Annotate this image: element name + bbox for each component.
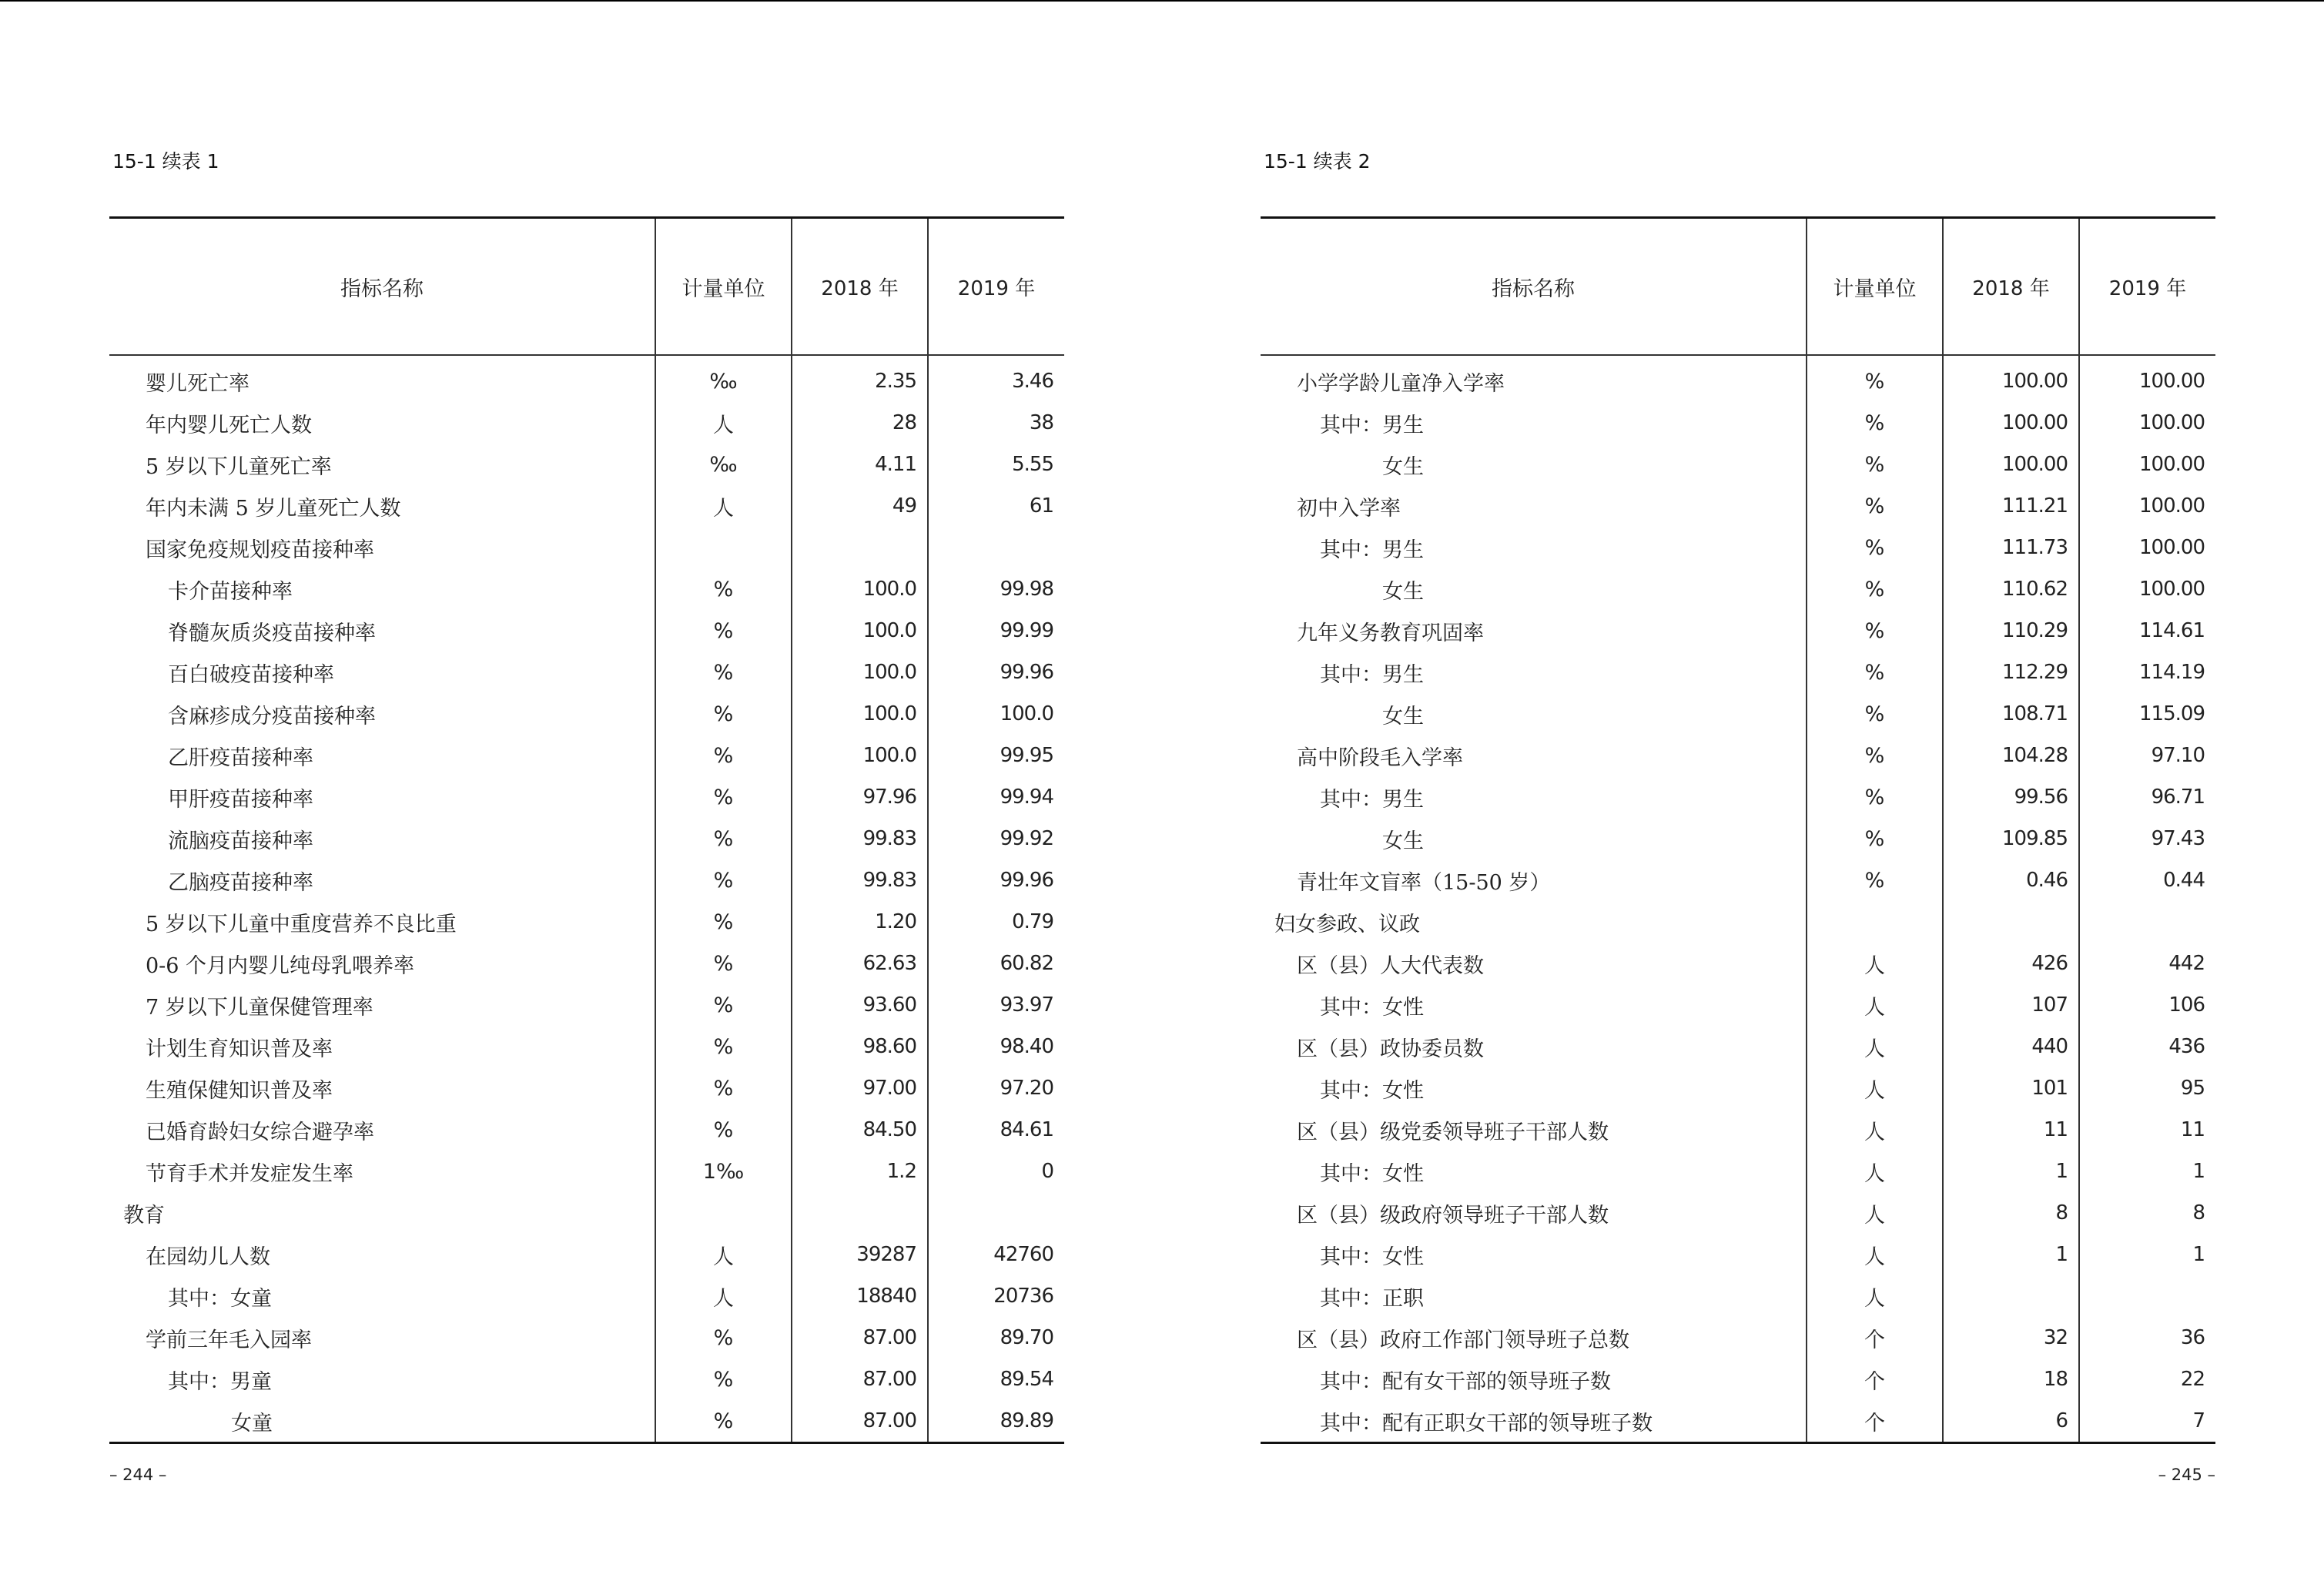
- table-row: [1261, 527, 2215, 568]
- indicator-name-cell: 0-6 个月内婴儿纯母乳喂养率: [146, 953, 415, 978]
- value-2019-cell: 99.94: [928, 776, 1064, 818]
- value-2018-cell: 49: [792, 485, 928, 527]
- table-row: [1261, 943, 2215, 984]
- indicator-name-cell: 计划生育知识普及率: [146, 1037, 333, 1061]
- unit-cell: %: [655, 1026, 792, 1067]
- value-2018-cell: 97.00: [792, 1067, 928, 1109]
- page-number: – 244 –: [109, 1466, 167, 1484]
- table-row: [109, 485, 1064, 527]
- value-2019-cell: [2079, 1275, 2215, 1317]
- value-2018-cell: 39287: [792, 1234, 928, 1275]
- indicator-name-cell: 区（县）政协委员数: [1297, 1037, 1484, 1061]
- table-row: [109, 568, 1064, 610]
- indicator-name-cell: 年内婴儿死亡人数: [146, 413, 312, 437]
- value-2019-cell: 100.00: [2079, 355, 2215, 402]
- value-2019-cell: 98.40: [928, 1026, 1064, 1067]
- unit-cell: %: [655, 693, 792, 735]
- value-2019-cell: 99.92: [928, 818, 1064, 859]
- table-row: [109, 527, 1064, 568]
- table-row: [1261, 1026, 2215, 1067]
- unit-cell: 人: [1807, 1234, 1943, 1275]
- indicator-name-cell: 在园幼儿人数: [146, 1245, 270, 1269]
- unit-cell: %: [655, 610, 792, 652]
- header-year-2019: 2019 年: [928, 218, 1064, 356]
- value-2019-cell: 3.46: [928, 355, 1064, 402]
- header-indicator-name: 指标名称: [1261, 218, 1807, 356]
- value-2018-cell: 100.0: [792, 568, 928, 610]
- indicator-name-cell: 教育: [123, 1203, 165, 1228]
- value-2019-cell: 436: [2079, 1026, 2215, 1067]
- value-2018-cell: 99.83: [792, 859, 928, 901]
- value-2019-cell: 100.0: [928, 693, 1064, 735]
- indicator-name-cell: 女生: [1382, 829, 1424, 853]
- unit-cell: %: [1807, 859, 1943, 901]
- unit-cell: 人: [1807, 1067, 1943, 1109]
- indicator-name-cell: 甲肝疫苗接种率: [168, 787, 313, 812]
- value-2019-cell: [928, 527, 1064, 568]
- table-row: [109, 818, 1064, 859]
- table-row: [109, 984, 1064, 1026]
- value-2019-cell: 61: [928, 485, 1064, 527]
- table-row: [1261, 1234, 2215, 1275]
- value-2019-cell: 93.97: [928, 984, 1064, 1026]
- value-2018-cell: 101: [1943, 1067, 2079, 1109]
- value-2019-cell: 0.44: [2079, 859, 2215, 901]
- table-row: [109, 402, 1064, 444]
- unit-cell: %: [655, 1317, 792, 1359]
- indicator-name-cell: 区（县）级政府领导班子干部人数: [1297, 1203, 1609, 1228]
- table-row: [109, 735, 1064, 776]
- table-row: [109, 859, 1064, 901]
- header-indicator-name: 指标名称: [109, 218, 655, 356]
- indicator-name-cell: 其中：男生: [1320, 413, 1424, 437]
- indicator-name-cell: 国家免疫规划疫苗接种率: [146, 538, 374, 562]
- value-2019-cell: 442: [2079, 943, 2215, 984]
- indicator-name-cell: 青壮年文盲率（15-50 岁）: [1297, 870, 1551, 895]
- indicator-name-cell: 生殖保健知识普及率: [146, 1078, 333, 1103]
- unit-cell: %: [655, 776, 792, 818]
- unit-cell: %: [655, 1400, 792, 1443]
- table-row: [1261, 652, 2215, 693]
- unit-cell: 人: [1807, 1275, 1943, 1317]
- unit-cell: 1‰: [655, 1151, 792, 1192]
- unit-cell: 人: [655, 1234, 792, 1275]
- indicator-name-cell: 其中：男生: [1320, 662, 1424, 687]
- table-row: [1261, 776, 2215, 818]
- table-row: [109, 1109, 1064, 1151]
- table-row: [1261, 1359, 2215, 1400]
- indicator-name-cell: 卡介苗接种率: [168, 579, 293, 604]
- unit-cell: 人: [1807, 943, 1943, 984]
- table-row: [109, 1359, 1064, 1400]
- unit-cell: [1807, 901, 1943, 943]
- table-row: [109, 1275, 1064, 1317]
- table-header-row: [109, 218, 1064, 356]
- value-2018-cell: 4.11: [792, 444, 928, 485]
- value-2019-cell: [2079, 901, 2215, 943]
- indicator-name-cell: 百白破疫苗接种率: [168, 662, 334, 687]
- value-2019-cell: 84.61: [928, 1109, 1064, 1151]
- table-row: [109, 1234, 1064, 1275]
- unit-cell: %: [1807, 735, 1943, 776]
- page-number: – 245 –: [2158, 1466, 2215, 1484]
- value-2018-cell: 87.00: [792, 1359, 928, 1400]
- value-2018-cell: 111.21: [1943, 485, 2079, 527]
- value-2018-cell: 1.20: [792, 901, 928, 943]
- value-2018-cell: 99.83: [792, 818, 928, 859]
- value-2019-cell: 100.00: [2079, 444, 2215, 485]
- value-2019-cell: 97.10: [2079, 735, 2215, 776]
- indicator-name-cell: 其中：女性: [1320, 1078, 1424, 1103]
- unit-cell: %: [655, 1359, 792, 1400]
- indicator-name-cell: 其中：配有女干部的领导班子数: [1320, 1369, 1611, 1394]
- unit-cell: %: [1807, 402, 1943, 444]
- table-row: [109, 1151, 1064, 1192]
- indicator-name-cell: 学前三年毛入园率: [146, 1328, 312, 1352]
- table-row: [1261, 1275, 2215, 1317]
- indicator-name-cell: 高中阶段毛入学率: [1297, 745, 1463, 770]
- unit-cell: [655, 527, 792, 568]
- value-2019-cell: 1: [2079, 1151, 2215, 1192]
- indicator-name-cell: 其中：正职: [1320, 1286, 1424, 1311]
- table-header-row: [1261, 218, 2215, 356]
- value-2019-cell: 115.09: [2079, 693, 2215, 735]
- indicator-name-cell: 小学学龄儿童净入学率: [1297, 371, 1505, 396]
- table-row: [109, 901, 1064, 943]
- table-row: [109, 444, 1064, 485]
- indicator-name-cell: 7 岁以下儿童保健管理率: [146, 995, 373, 1020]
- indicator-name-cell: 乙脑疫苗接种率: [168, 870, 313, 895]
- value-2018-cell: 2.35: [792, 355, 928, 402]
- unit-cell: %: [655, 818, 792, 859]
- value-2019-cell: 7: [2079, 1400, 2215, 1443]
- table-row: [1261, 1400, 2215, 1443]
- unit-cell: %: [655, 901, 792, 943]
- value-2019-cell: 8: [2079, 1192, 2215, 1234]
- value-2018-cell: [792, 1192, 928, 1234]
- value-2018-cell: 99.56: [1943, 776, 2079, 818]
- indicator-name-cell: 5 岁以下儿童死亡率: [146, 454, 332, 479]
- value-2018-cell: 100.00: [1943, 402, 2079, 444]
- indicator-name-cell: 九年义务教育巩固率: [1297, 621, 1484, 645]
- value-2018-cell: 110.62: [1943, 568, 2079, 610]
- statistics-table: [1261, 216, 2215, 1444]
- table-row: [109, 1067, 1064, 1109]
- unit-cell: 人: [1807, 1026, 1943, 1067]
- value-2019-cell: 100.00: [2079, 527, 2215, 568]
- table-row: [1261, 1067, 2215, 1109]
- value-2019-cell: 11: [2079, 1109, 2215, 1151]
- table-row: [1261, 901, 2215, 943]
- unit-cell: 人: [1807, 1109, 1943, 1151]
- value-2018-cell: 111.73: [1943, 527, 2079, 568]
- value-2019-cell: 89.54: [928, 1359, 1064, 1400]
- table-row: [1261, 818, 2215, 859]
- value-2018-cell: 1: [1943, 1234, 2079, 1275]
- unit-cell: 人: [655, 485, 792, 527]
- table-row: [1261, 1151, 2215, 1192]
- unit-cell: [655, 1192, 792, 1234]
- table-body: [1261, 355, 2215, 1443]
- value-2018-cell: 18: [1943, 1359, 2079, 1400]
- value-2019-cell: 99.98: [928, 568, 1064, 610]
- unit-cell: 人: [655, 402, 792, 444]
- header-year-2019: 2019 年: [2079, 218, 2215, 356]
- unit-cell: %: [655, 859, 792, 901]
- indicator-name-cell: 区（县）政府工作部门领导班子总数: [1297, 1328, 1629, 1352]
- value-2018-cell: 11: [1943, 1109, 2079, 1151]
- value-2018-cell: 98.60: [792, 1026, 928, 1067]
- value-2019-cell: 22: [2079, 1359, 2215, 1400]
- value-2019-cell: 114.61: [2079, 610, 2215, 652]
- unit-cell: 人: [1807, 1192, 1943, 1234]
- indicator-name-cell: 节育手术并发症发生率: [146, 1161, 353, 1186]
- value-2018-cell: 100.0: [792, 610, 928, 652]
- table-row: [1261, 355, 2215, 402]
- unit-cell: 个: [1807, 1400, 1943, 1443]
- unit-cell: %: [1807, 485, 1943, 527]
- value-2018-cell: 108.71: [1943, 693, 2079, 735]
- value-2019-cell: 36: [2079, 1317, 2215, 1359]
- indicator-name-cell: 区（县）人大代表数: [1297, 953, 1484, 978]
- indicator-name-cell: 女生: [1382, 704, 1424, 729]
- indicator-name-cell: 其中：女性: [1320, 995, 1424, 1020]
- value-2019-cell: 99.99: [928, 610, 1064, 652]
- value-2019-cell: 38: [928, 402, 1064, 444]
- table-row: [109, 355, 1064, 402]
- value-2018-cell: 93.60: [792, 984, 928, 1026]
- value-2019-cell: 100.00: [2079, 402, 2215, 444]
- header-year-2018: 2018 年: [1943, 218, 2079, 356]
- table-row: [1261, 984, 2215, 1026]
- unit-cell: 人: [655, 1275, 792, 1317]
- unit-cell: %: [1807, 776, 1943, 818]
- value-2018-cell: 100.00: [1943, 444, 2079, 485]
- indicator-name-cell: 流脑疫苗接种率: [168, 829, 313, 853]
- value-2019-cell: [928, 1192, 1064, 1234]
- value-2018-cell: 109.85: [1943, 818, 2079, 859]
- table-row: [1261, 859, 2215, 901]
- table-row: [109, 776, 1064, 818]
- value-2019-cell: 60.82: [928, 943, 1064, 984]
- value-2018-cell: 87.00: [792, 1400, 928, 1443]
- unit-cell: %: [1807, 568, 1943, 610]
- header-unit: 计量单位: [655, 218, 792, 356]
- indicator-name-cell: 其中：女性: [1320, 1245, 1424, 1269]
- unit-cell: %: [655, 735, 792, 776]
- unit-cell: %: [1807, 527, 1943, 568]
- value-2019-cell: 0.79: [928, 901, 1064, 943]
- value-2019-cell: 1: [2079, 1234, 2215, 1275]
- value-2018-cell: 8: [1943, 1192, 2079, 1234]
- table-row: [1261, 1109, 2215, 1151]
- indicator-name-cell: 女生: [1382, 454, 1424, 479]
- indicator-name-cell: 其中：配有正职女干部的领导班子数: [1261, 1400, 1807, 1443]
- unit-cell: 人: [1807, 1151, 1943, 1192]
- indicator-name-cell: 含麻疹成分疫苗接种率: [168, 704, 376, 729]
- statistics-table: [109, 216, 1064, 1444]
- value-2018-cell: 100.0: [792, 652, 928, 693]
- value-2018-cell: 84.50: [792, 1109, 928, 1151]
- indicator-name-cell: 其中：女童: [168, 1286, 272, 1311]
- value-2018-cell: [792, 527, 928, 568]
- value-2019-cell: 95: [2079, 1067, 2215, 1109]
- value-2018-cell: 32: [1943, 1317, 2079, 1359]
- table-row: [1261, 485, 2215, 527]
- unit-cell: 人: [1807, 984, 1943, 1026]
- value-2018-cell: 28: [792, 402, 928, 444]
- table-title: 15-1 续表 2: [1264, 150, 1371, 173]
- indicator-name-cell: 其中：男童: [168, 1369, 272, 1394]
- header-unit: 计量单位: [1807, 218, 1943, 356]
- table-row: [109, 652, 1064, 693]
- value-2019-cell: 20736: [928, 1275, 1064, 1317]
- indicator-name-cell: 其中：男生: [1320, 787, 1424, 812]
- value-2019-cell: 97.20: [928, 1067, 1064, 1109]
- unit-cell: %: [1807, 444, 1943, 485]
- value-2018-cell: 62.63: [792, 943, 928, 984]
- table-row: [109, 693, 1064, 735]
- value-2019-cell: 114.19: [2079, 652, 2215, 693]
- table-row: [109, 1026, 1064, 1067]
- table-row: [1261, 1317, 2215, 1359]
- value-2019-cell: 99.96: [928, 859, 1064, 901]
- value-2019-cell: 97.43: [2079, 818, 2215, 859]
- value-2018-cell: 104.28: [1943, 735, 2079, 776]
- unit-cell: %: [655, 568, 792, 610]
- unit-cell: %: [655, 1109, 792, 1151]
- table-row: [1261, 402, 2215, 444]
- value-2018-cell: 107: [1943, 984, 2079, 1026]
- value-2018-cell: 426: [1943, 943, 2079, 984]
- value-2019-cell: 0: [928, 1151, 1064, 1192]
- indicator-name-cell: 女童: [109, 1400, 655, 1443]
- value-2019-cell: 89.89: [928, 1400, 1064, 1443]
- unit-cell: ‰: [655, 355, 792, 402]
- indicator-name-cell: 婴儿死亡率: [146, 371, 249, 396]
- unit-cell: %: [655, 943, 792, 984]
- indicator-name-cell: 脊髓灰质炎疫苗接种率: [168, 621, 376, 645]
- value-2019-cell: 100.00: [2079, 485, 2215, 527]
- value-2019-cell: 106: [2079, 984, 2215, 1026]
- unit-cell: %: [1807, 693, 1943, 735]
- indicator-name-cell: 其中：女性: [1320, 1161, 1424, 1186]
- table-row: [109, 943, 1064, 984]
- value-2018-cell: 100.0: [792, 735, 928, 776]
- header-year-2018: 2018 年: [792, 218, 928, 356]
- indicator-name-cell: 妇女参政、议政: [1274, 912, 1420, 936]
- table-row: [109, 1192, 1064, 1234]
- value-2019-cell: 89.70: [928, 1317, 1064, 1359]
- value-2018-cell: [1943, 901, 2079, 943]
- table-row: [1261, 610, 2215, 652]
- table-row: [1261, 444, 2215, 485]
- left-page: [109, 0, 1064, 1588]
- table-row: [1261, 1192, 2215, 1234]
- unit-cell: %: [655, 984, 792, 1026]
- indicator-name-cell: 初中入学率: [1297, 496, 1401, 521]
- value-2018-cell: 100.00: [1943, 355, 2079, 402]
- value-2018-cell: [1943, 1275, 2079, 1317]
- value-2018-cell: 100.0: [792, 693, 928, 735]
- value-2018-cell: 97.96: [792, 776, 928, 818]
- table-row: [1261, 568, 2215, 610]
- indicator-name-cell: 乙肝疫苗接种率: [168, 745, 313, 770]
- indicator-name-cell: 已婚育龄妇女综合避孕率: [146, 1120, 374, 1144]
- unit-cell: 个: [1807, 1359, 1943, 1400]
- table-row: [109, 1317, 1064, 1359]
- value-2019-cell: 5.55: [928, 444, 1064, 485]
- table-row: [1261, 693, 2215, 735]
- table-title: 15-1 续表 1: [112, 150, 219, 173]
- indicator-name-cell: 年内未满 5 岁儿童死亡人数: [146, 496, 401, 521]
- unit-cell: ‰: [655, 444, 792, 485]
- unit-cell: %: [1807, 818, 1943, 859]
- right-page: [1261, 0, 2215, 1588]
- value-2018-cell: 18840: [792, 1275, 928, 1317]
- value-2018-cell: 1.2: [792, 1151, 928, 1192]
- unit-cell: %: [655, 652, 792, 693]
- table-body: [109, 355, 1064, 1443]
- table-row: [109, 610, 1064, 652]
- table-row: [1261, 735, 2215, 776]
- unit-cell: 个: [1807, 1317, 1943, 1359]
- value-2018-cell: 1: [1943, 1151, 2079, 1192]
- value-2019-cell: 42760: [928, 1234, 1064, 1275]
- value-2018-cell: 110.29: [1943, 610, 2079, 652]
- value-2019-cell: 99.96: [928, 652, 1064, 693]
- indicator-name-cell: 其中：男生: [1320, 538, 1424, 562]
- unit-cell: %: [1807, 652, 1943, 693]
- indicator-name-cell: 区（县）级党委领导班子干部人数: [1297, 1120, 1609, 1144]
- value-2019-cell: 100.00: [2079, 568, 2215, 610]
- unit-cell: %: [1807, 355, 1943, 402]
- value-2019-cell: 99.95: [928, 735, 1064, 776]
- indicator-name-cell: 女生: [1382, 579, 1424, 604]
- value-2018-cell: 0.46: [1943, 859, 2079, 901]
- table-row: [109, 1400, 1064, 1443]
- value-2018-cell: 87.00: [792, 1317, 928, 1359]
- indicator-name-cell: 5 岁以下儿童中重度营养不良比重: [146, 912, 457, 936]
- value-2018-cell: 6: [1943, 1400, 2079, 1443]
- value-2018-cell: 440: [1943, 1026, 2079, 1067]
- unit-cell: %: [655, 1067, 792, 1109]
- value-2018-cell: 112.29: [1943, 652, 2079, 693]
- unit-cell: %: [1807, 610, 1943, 652]
- value-2019-cell: 96.71: [2079, 776, 2215, 818]
